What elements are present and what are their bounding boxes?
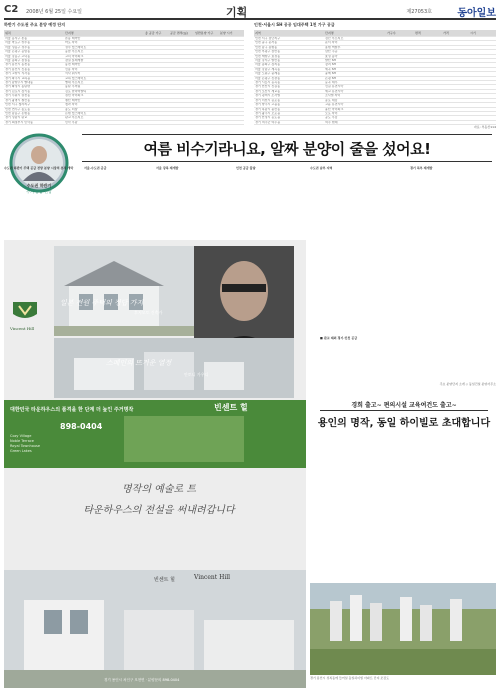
page-header	[4, 4, 496, 20]
table-cell: 세교 휴먼시아	[324, 89, 386, 93]
advertorial-divider	[320, 410, 488, 411]
table-header-cell: 가구수	[386, 30, 414, 37]
table-cell: 잠실 롯데캐슬	[64, 59, 144, 63]
table-cell: 서울 강남구 세곡동	[254, 67, 324, 71]
table-cell: 권선 아이파크	[64, 94, 144, 98]
table-cell: 김포 한라비발디	[64, 89, 144, 93]
brand-name: Vincent Hill	[10, 326, 35, 331]
table-cell: 식사 위시티	[64, 72, 144, 76]
bottom-brand: Vincent Hill	[194, 574, 231, 581]
table-cell: 서울 동작구 본동	[4, 37, 64, 41]
table-cell: 오포 자이	[324, 111, 386, 115]
article-col-4	[236, 166, 304, 236]
table-cell: 경기 이천시 증포동	[254, 98, 324, 102]
banner-features	[10, 434, 40, 454]
table-cell: 세곡 SH	[324, 67, 386, 71]
table-cell: 성수 힐스테이트	[64, 45, 144, 49]
table-cell: 경기 광명시 철산동	[4, 98, 64, 102]
table-cell: 은평 SH	[324, 76, 386, 80]
article-col-1-lead: 수도권 하반기 주택 공급 전망 분양 시장의 본격 개막	[4, 166, 74, 170]
issue-number: 제27053호	[406, 9, 432, 15]
table-header-cell: 총 공급 가구	[144, 30, 169, 37]
dongil-aerial-photo	[310, 583, 496, 681]
table-header-cell: 시기	[469, 30, 496, 37]
section-title: 기획	[226, 6, 248, 19]
building-icon	[54, 246, 194, 336]
banner-feature: Royal Townhouse	[10, 444, 41, 448]
table-cell: 경기 하남시 풍산동	[254, 107, 324, 111]
banner-title: 대한민국 타운하우스의 품격을 한 단계 더 높인 주거명작	[10, 407, 134, 413]
table-cell: 인천 부평구 삼산동	[254, 50, 324, 54]
table-cell: 능곡 대우	[324, 81, 386, 85]
table-cell: 중계 SH	[324, 72, 386, 76]
table-cell: 운서 자이	[324, 41, 386, 45]
table-row	[254, 120, 496, 124]
table-cell: 삼산 주공	[324, 50, 386, 54]
table-cell: 인천 계양구 효성동	[254, 54, 324, 58]
photo-caption: 경기 용인시 성복동에 들어설 동일하이빌 아파트 단지 조감도	[310, 676, 390, 680]
table-header-cell: 일반분양 가구	[194, 30, 219, 37]
table-cell: 민락 우남	[64, 120, 144, 124]
table-cell: 증포 대림	[324, 98, 386, 102]
table-cell: 동탄 우미린	[64, 85, 144, 89]
table-header-cell: 공급 면적(㎡)	[169, 30, 194, 37]
table-cell: 소사벌 자이	[324, 94, 386, 98]
photo-caption-line2: 주거 공급 전망	[26, 189, 52, 194]
table-header-cell: 위치	[4, 30, 64, 37]
table-cell: 인천 연수구 송도동	[4, 107, 64, 111]
table-cell: 경기 남양주시 별내동	[4, 81, 64, 85]
table-cell: 인천 서구 청라지구	[4, 103, 64, 107]
banner-feature: Cozy Village	[10, 434, 32, 438]
townhouse-photo	[4, 570, 306, 688]
table-cell: 서울 강동구 고덕동	[4, 54, 64, 58]
photo-caption-line1: 수도권 하반기	[26, 183, 52, 188]
issue-date: 2008년 6월 25일 수요일	[26, 9, 83, 15]
table-cell: 경기 파주시 교하읍	[4, 76, 64, 80]
architecture-photo-top	[54, 246, 194, 336]
table-header-cell: 지역	[254, 30, 324, 37]
headline: 여름 비수기라니요, 알짜 분양이 줄을 섰어요!	[143, 140, 431, 158]
table-cell: 경기 여주군 여주읍	[254, 120, 324, 124]
article-col-3-subhead: 서울 강북 재개발	[156, 166, 179, 170]
table-cell: 고읍 휴먼시아	[324, 103, 386, 107]
right-subsection	[320, 336, 496, 386]
banner-feature: Green Lakes	[10, 449, 32, 453]
table-cell: 여주 현대	[324, 120, 386, 124]
article-col-6-subhead: 경기 북부 재개발	[410, 166, 433, 170]
table-cell: 발산 SH	[324, 59, 386, 63]
villa-icon	[54, 338, 294, 398]
table-cell: 마포 자이	[64, 41, 144, 45]
vincent-hill-logo	[10, 300, 50, 331]
table-cell: 경기 광주시 오포읍	[254, 111, 324, 115]
table-cell: 장지 SH	[324, 63, 386, 67]
article-col-2	[84, 166, 152, 236]
table-cell: 경기 성남시 판교	[4, 116, 64, 120]
banner-map	[124, 416, 244, 462]
advertorial-title: 용인의 명작, 동일 하이빌로 초대합니다	[317, 418, 491, 429]
table-cell: 고덕 아이파크	[64, 54, 144, 58]
table-cell: 경기 오산시 세교동	[254, 89, 324, 93]
table-header-cell: 면적	[414, 30, 442, 37]
article-col-2-subhead: 서울·수도권 공급	[84, 166, 107, 170]
table-cell	[219, 120, 244, 124]
right-table-title: 인천·서울시 SH 공공 임대주택 1천 가구 공급	[254, 22, 335, 27]
table-cell: 검단 푸르지오	[324, 37, 386, 41]
quote-top-signature: 후지모토 건축가	[134, 310, 163, 315]
page-number: C2	[4, 4, 19, 15]
article-col-5	[310, 166, 378, 236]
slogan-line2: 타운하우스의 전설을 써내려갑니다	[83, 505, 235, 516]
headline-box	[82, 134, 492, 162]
right-schedule-table	[254, 22, 496, 129]
table-header-cell: 단지명	[324, 30, 386, 37]
apartment-complex-icon	[310, 583, 496, 675]
table-cell: 경기 김포시 장기동	[4, 89, 64, 93]
article-col-1	[4, 166, 74, 236]
article-col-3	[156, 166, 224, 236]
table-cell	[169, 120, 194, 124]
banner-name: 빈센트 힐	[214, 403, 248, 412]
table-cell: 판교 푸르지오	[64, 116, 144, 120]
quote-middle-signature: 안토니 가우디	[184, 372, 209, 377]
table-cell: 공도 우림	[324, 116, 386, 120]
table-source: 자료: 부동산114	[473, 125, 496, 130]
table-cell: 경기 용인시 신봉동	[4, 67, 64, 71]
article-col-6	[410, 166, 498, 236]
table-cell: 경기 화성시 동탄면	[4, 85, 64, 89]
ad-slogan	[44, 480, 274, 570]
table-header-cell: 가격	[442, 30, 469, 37]
dongil-advertorial-headline	[310, 398, 498, 438]
table-cell: 용현 엑슬루	[324, 45, 386, 49]
table-cell: 효성 동아	[324, 54, 386, 58]
table-cell: 풍산 아이파크	[324, 107, 386, 111]
article-body	[4, 166, 498, 236]
table-cell: 경기 평택시 소사벌	[254, 94, 324, 98]
table-cell: 서울 송파구 장지동	[254, 63, 324, 67]
table-cell: 인천 서구 검단지구	[254, 37, 324, 41]
table-cell: 동천 래미안	[64, 63, 144, 67]
table-cell: 경기 고양시 식사동	[4, 72, 64, 76]
table-cell	[414, 120, 442, 124]
table-cell: 신봉 자이	[64, 67, 144, 71]
table-cell: 경기 안산시 신길동	[254, 85, 324, 89]
right-subsection-author: 주요 분양단지 소개 ◇ 동일건설 분양사무소	[439, 382, 496, 386]
table-cell: 서울 마포구 상수동	[4, 41, 64, 45]
right-subsection-label: ■ 판교 제외 경기·인천 공급	[320, 336, 358, 340]
table-cell: 신길 휴먼시아	[324, 85, 386, 89]
townhouse-icon	[4, 570, 306, 688]
table-cell: 경기 의정부시 민락동	[4, 120, 64, 124]
slogan-line1: 명작의 예술로 트	[122, 484, 196, 495]
newspaper-logo[interactable]: 동아일보	[457, 8, 496, 19]
table-cell: 논현 힐스테이트	[64, 111, 144, 115]
table-cell	[469, 120, 496, 124]
table-cell: 철산 래미안	[64, 98, 144, 102]
article-col-4-subhead: 인천 공급 물량	[236, 166, 256, 170]
table-cell: 인천 남구 용현동	[254, 45, 324, 49]
table-cell: 인천 남동구 논현동	[4, 111, 64, 115]
vincent-hill-advertisement[interactable]	[4, 240, 306, 688]
table-cell	[386, 120, 414, 124]
table-cell: 서울 은평구 진관동	[254, 76, 324, 80]
left-schedule-table	[4, 22, 244, 125]
article-col-5-subhead: 수도권 남부 지역	[310, 166, 333, 170]
banner-feature: Noble Terrace	[10, 439, 34, 443]
left-table-title: 하반기 수도권 주요 분양 예정 단지	[4, 22, 66, 27]
table-cell: 경기 시흥시 능곡동	[254, 81, 324, 85]
architecture-photo-middle	[54, 338, 294, 398]
table-cell: 본동 래미안	[64, 37, 144, 41]
table-cell: 청라 자이	[64, 103, 144, 107]
table-cell	[194, 120, 219, 124]
quote-middle: 스페인의 뜨거운 열정	[106, 359, 172, 367]
quote-top: 일본 전원 주택의 정답 가지	[60, 299, 144, 307]
table-cell: 경기 용인시 동천동	[4, 63, 64, 67]
banner-phone[interactable]: 898-0404	[60, 422, 103, 431]
table-cell: 경기 양주시 고읍동	[254, 103, 324, 107]
table-cell: 별내 푸르지오	[64, 81, 144, 85]
table-cell: 경기 안성시 공도읍	[254, 116, 324, 120]
table-row	[4, 120, 244, 124]
advertorial-kicker: 경희 출고~ 편의시설 교육여건도 출고~	[351, 402, 457, 409]
table-cell: 경기 수원시 권선동	[4, 94, 64, 98]
table-cell	[442, 120, 469, 124]
table-cell: 서울 송파구 잠실동	[4, 59, 64, 63]
table-cell: 서울 노원구 중계동	[254, 72, 324, 76]
table-cell	[144, 120, 169, 124]
table-cell: 서울 은평구 응암동	[4, 50, 64, 54]
table-cell: 송도 더샵	[64, 107, 144, 111]
table-cell: 서울 성동구 성수동	[4, 45, 64, 49]
table-cell: 교하 힐스테이트	[64, 76, 144, 80]
table-header-cell: 분양 시기	[219, 30, 244, 37]
crest-icon	[10, 300, 40, 322]
table-cell: 서울 강서구 발산동	[254, 59, 324, 63]
table-cell: 응암 푸르지오	[64, 50, 144, 54]
bottom-brand-korean: 빈센트 힐	[154, 577, 175, 583]
table-header-cell: 단지명	[64, 30, 144, 37]
table-cell: 인천 중구 운서동	[254, 41, 324, 45]
ad-banner[interactable]	[4, 400, 306, 468]
ad-footer: 경기 용인시 처인구 모현면 · 분양문의 898-0404	[104, 678, 180, 682]
